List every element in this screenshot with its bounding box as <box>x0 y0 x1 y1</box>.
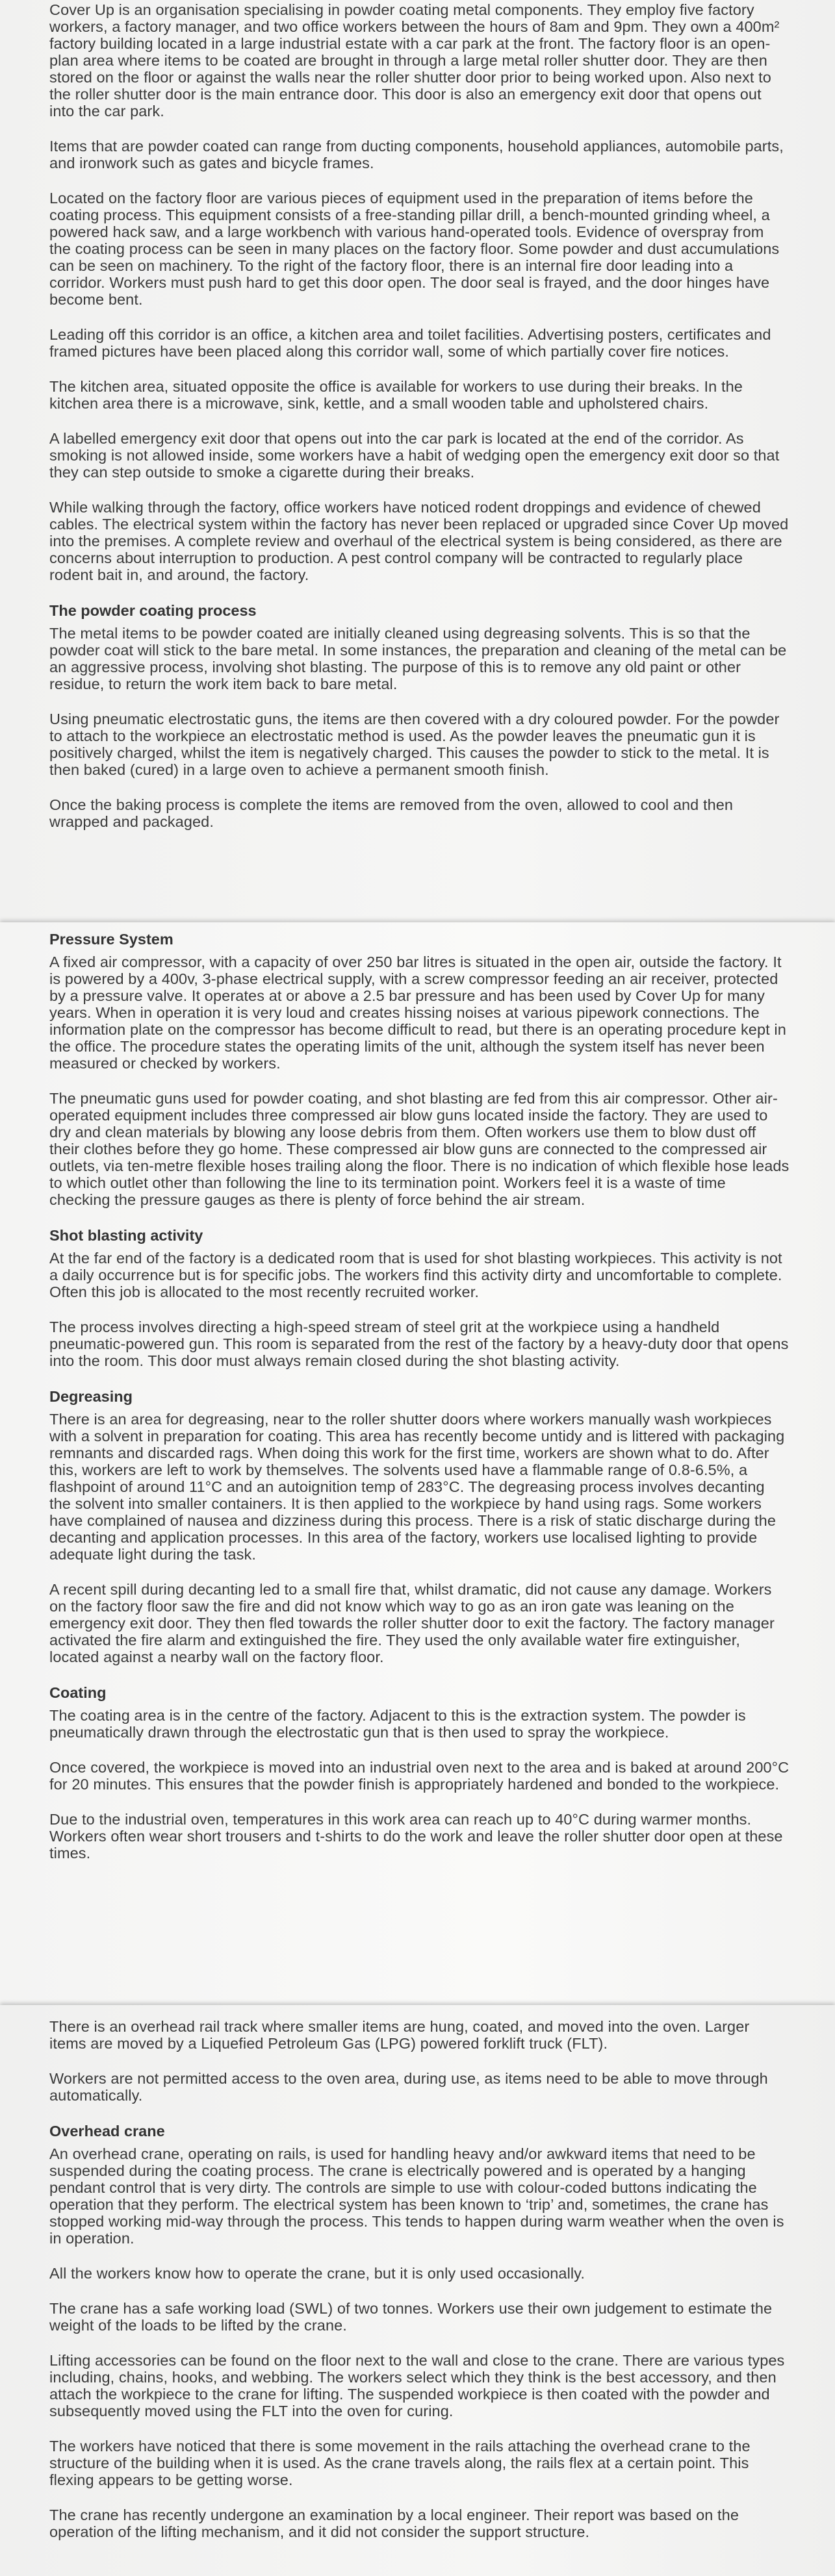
paragraph-oven: Once covered, the workpiece is moved into an industrial oven next to the area and is baked at around 200°C for 20 minutes. This ensures that the powder finish is appropriately hardened and bonded to the workpiece. <box>49 1759 790 1793</box>
paragraph-spill-fire: A recent spill during decanting led to a small fire that, whilst dramatic, did not cause any damage. Workers on the factory floor saw the fire and did not know which way to go as an iron gate was leaning on the emergency exit door. They then fled towards the roller shutter door to exit the factory. The factory manager activated the fire alarm and extinguished the fire. They used the only available water fire extinguisher, located against a nearby wall on the factory floor. <box>49 1581 775 1665</box>
paragraph-crane-swl: The crane has a safe working load (SWL) of two tonnes. Workers use their own judgement to estimate the weight of the loads to be lifted by the crane. <box>49 2300 773 2334</box>
paragraph-company-overview: Cover Up is an organisation specialising in powder coating metal components. They employ five factory workers, a factory manager, and two office workers between the hours of 8am and 9pm. They own a 400m² factory building located in a large industrial estate with a car park at the front. The factory floor is an open-plan area where items to be coated are brought in through a large metal roller shutter door. They are then stored on the floor or against the walls near the roller shutter door prior to being worked upon. Also next to the roller shutter door is the main entrance door. This door is also an emergency exit door that opens out into the car park. <box>49 1 780 120</box>
paragraph-crane-examination: The crane has recently undergone an examination by a local engineer. Their report was based on the operation of the lifting mechanism, and it did not consider the support structure. <box>49 2507 739 2540</box>
paragraph-corridor: Leading off this corridor is an office, a kitchen area and toilet facilities. Advertising posters, certificates and framed pictures have been placed along this corridor wall, some of which partially cover fire notices. <box>49 326 771 360</box>
paragraph-rail-movement: The workers have noticed that there is some movement in the rails attaching the overhead crane to the structure of the building when it is used. As the crane travels along, the rails flex at a certain point. This flexing appears to be getting worse. <box>49 2438 751 2488</box>
document-page-2 <box>0 922 835 2005</box>
heading-powder-coating-process: The powder coating process <box>49 602 257 619</box>
paragraph-baking-cut-off: Once the baking process is complete the items are removed from the oven, allowed to cool and then wrapped and packaged. <box>49 796 734 830</box>
paragraph-oven-access: Workers are not permitted access to the oven area, during use, as items need to be able to move through automatically. <box>49 2070 768 2104</box>
paragraph-shot-blasting-process: The process involves directing a high-speed stream of steel grit at the workpiece using a handheld pneumatic-powered gun. This room is separated from the rest of the factory by a heavy-duty door that opens into the room. This door must always remain closed during the shot blasting activity. <box>49 1319 789 1369</box>
document-page-1 <box>0 0 835 922</box>
paragraph-rodents-electrical: While walking through the factory, office workers have noticed rodent droppings and evidence of chewed cables. The electrical system within the factory has never been replaced or upgraded since Cover Up moved into the premises. A complete review and overhaul of the electrical system is being considered, as there are concerns about interruption to production. A pest control company will be contracted to regularly place rodent bait in, and around, the factory. <box>49 499 789 583</box>
heading-shot-blasting: Shot blasting activity <box>49 1227 203 1244</box>
paragraph-cleaning: The metal items to be powder coated are initially cleaned using degreasing solvents. This is so that the powder coat will stick to the bare metal. In some instances, the preparation and cleaning of the metal can be an aggressive process, involving shot blasting. The purpose of this is to remove any old paint or other residue, to return the work item back to bare metal. <box>49 625 787 692</box>
document-page-3 <box>0 2005 835 2576</box>
paragraph-degreasing-area: There is an area for degreasing, near to the roller shutter doors where workers manually wash workpieces with a solvent in preparation for coating. This area has recently become untidy and is littered with packaging remnants and discarded rags. When doing this work for the first time, workers are shown what to do. After this, workers are left to work by themselves. The solvents used have a flammable range of 0.8-6.5%, a flashpoint of around 11°C and an autoignition temp of 283°C. The degreasing process involves decanting the solvent into smaller containers. It is then applied to the workpiece by hand using rags. Some workers have complained of nausea and dizziness during this process. There is a risk of static discharge during the decanting and application processes. In this area of the factory, workers use localised lighting to provide adequate light during the task. <box>49 1411 785 1563</box>
paragraph-air-compressor: A fixed air compressor, with a capacity of over 250 bar litres is situated in the open air, outside the factory. It is powered by a 400v, 3-phase electrical supply, with a screw compressor feeding an air receiver, protected by a pressure valve. It operates at or above a 2.5 bar pressure and has been used by Cover Up for many years. When in operation it is very loud and creates hissing noises at various pipework connections. The information plate on the compressor has become difficult to read, but there is an operating procedure kept in the office. The procedure states the operating limits of the unit, although the system itself has never been measured or checked by workers. <box>49 953 786 1072</box>
paragraph-kitchen: The kitchen area, situated opposite the office is available for workers to use during their breaks. In the kitchen area there is a microwave, sink, kettle, and a small wooden table and upholstered chairs. <box>49 378 743 412</box>
paragraph-coating-area: The coating area is in the centre of the factory. Adjacent to this is the extraction system. The powder is pneumatically drawn through the electrostatic gun that is then used to spray the workpiece. <box>49 1707 746 1741</box>
paragraph-electrostatic-guns: Using pneumatic electrostatic guns, the items are then covered with a dry coloured powder. For the powder to attach to the workpiece an electrostatic method is used. As the powder leaves the pneumatic gun it is positively charged, whilst the item is negatively charged. This causes the powder to stick to the metal. It is then baked (cured) in a large oven to achieve a permanent smooth finish. <box>49 711 780 778</box>
heading-overhead-crane: Overhead crane <box>49 2123 165 2140</box>
paragraph-temperatures: Due to the industrial oven, temperatures in this work area can reach up to 40°C during warmer months. Workers often wear short trousers and t-shirts to do the work and leave the roller shutter door open at these times. <box>49 1811 783 1862</box>
paragraph-pneumatic-guns: The pneumatic guns used for powder coating, and shot blasting are fed from this air compressor. Other air-operated equipment includes three compressed air blow guns located inside the factory. They are used to dry and clean materials by blowing any loose debris from them. Often workers use them to blow dust off their clothes before they go home. These compressed air blow guns are connected to the compressed air outlets, via ten-metre flexible hoses trailing along the floor. There is no indication of which flexible hose leads to which outlet other than following the line to its termination point. Workers feel it is a waste of time checking the pressure gauges as there is plenty of force behind the air stream. <box>49 1090 790 1208</box>
paragraph-shot-blasting-room: At the far end of the factory is a dedicated room that is used for shot blasting workpieces. This activity is not a daily occurrence but is for specific jobs. The workers find this activity dirty and uncomfortable to complete. Often this job is allocated to the most recently recruited worker. <box>49 1250 782 1300</box>
paragraph-lifting-accessories: Lifting accessories can be found on the floor next to the wall and close to the crane. There are various types including, chains, hooks, and webbing. The workers select which they think is the best accessory, and then attach the workpiece to the crane for lifting. The suspended workpiece is then coated with the powder and subsequently moved using the FLT into the oven for curing. <box>49 2352 785 2419</box>
paragraph-crane-operation: An overhead crane, operating on rails, is used for handling heavy and/or awkward items that need to be suspended during the coating process. The crane is electrically powered and is operated by a hanging pendant control that is very dirty. The controls are simple to use with colour-coded buttons indicating the operation that they perform. The electrical system has been known to ‘trip’ and, sometimes, the crane has stopped working mid-way through the process. This tends to happen during warm weather when the oven is in operation. <box>49 2145 784 2247</box>
heading-coating: Coating <box>49 1684 107 1701</box>
paragraph-emergency-exit: A labelled emergency exit door that opens out into the car park is located at the end of the corridor. As smoking is not allowed inside, some workers have a habit of wedging open the emergency exit door so that they can step outside to smoke a cigarette during their breaks. <box>49 430 780 481</box>
heading-degreasing: Degreasing <box>49 1388 133 1405</box>
paragraph-factory-equipment: Located on the factory floor are various pieces of equipment used in the preparation of items before the coating process. This equipment consists of a free-standing pillar drill, a bench-mounted grinding wheel, a powered hack saw, and a large workbench with various hand-operated tools. Evidence of overspray from the coating process can be seen in many places on the factory floor. Some powder and dust accumulations can be seen on machinery. To the right of the factory floor, there is an internal fire door leading into a corridor. Workers must push hard to get this door open. The door seal is frayed, and the door hinges have become bent. <box>49 190 780 308</box>
paragraph-overhead-rail: There is an overhead rail track where smaller items are hung, coated, and moved into the oven. Larger items are moved by a Liquefied Petroleum Gas (LPG) powered forklift truck (FLT). <box>49 2018 750 2052</box>
heading-pressure-system: Pressure System <box>49 931 173 948</box>
paragraph-coated-items: Items that are powder coated can range from ducting components, household appliances, automobile parts, and ironwork such as gates and bicycle frames. <box>49 138 784 171</box>
paragraph-crane-workers: All the workers know how to operate the crane, but it is only used occasionally. <box>49 2265 585 2282</box>
